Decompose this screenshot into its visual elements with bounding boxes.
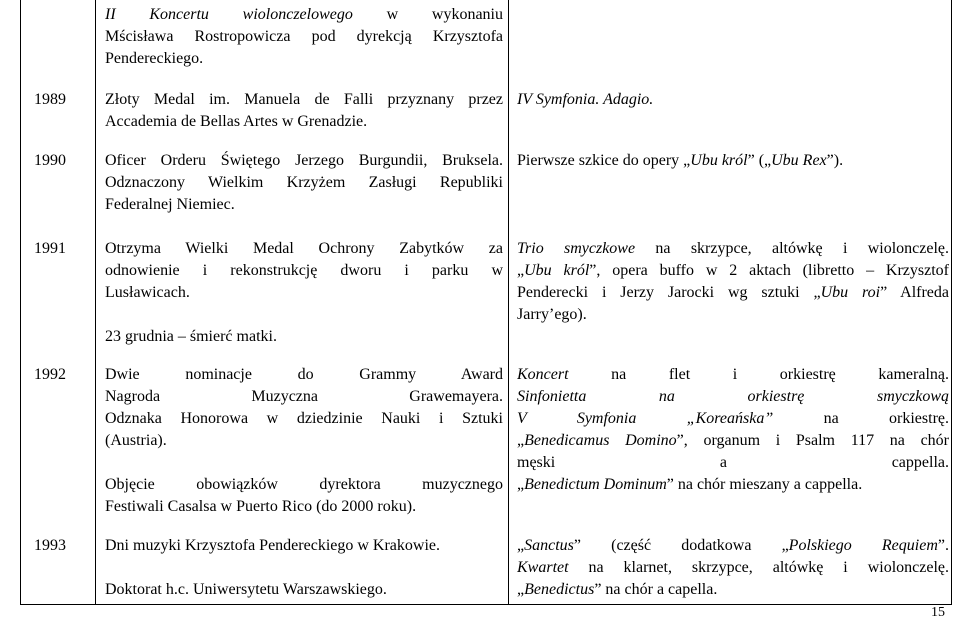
italic-title: Ubu roi: [820, 284, 881, 301]
text-run: w wykonaniu: [352, 6, 503, 23]
text-run: na orkiestrę.: [773, 410, 949, 427]
text-line: [105, 194, 503, 216]
text-run: Penderecki i Jerzy Jarocki wg sztuki „: [517, 284, 821, 301]
row-1990-event: [105, 150, 503, 216]
table-border-left: [20, 0, 21, 604]
text-line: [105, 172, 503, 194]
text-run: Accademia de Bellas Artes w Grenadzie.: [105, 113, 368, 130]
text-run: Dwie nominacje do Grammy Award: [105, 366, 503, 383]
text-run: Lusławicach.: [105, 284, 190, 301]
text-line: [517, 535, 949, 557]
italic-title: Kwartet: [517, 559, 569, 576]
italic-title: Benedictus: [524, 581, 595, 598]
text-run: ”, opera buffo w 2 aktach (libretto – Krzysztof: [589, 262, 949, 279]
table-border-col2: [508, 0, 509, 604]
text-line: [105, 111, 503, 133]
text-run: ”.: [937, 537, 949, 554]
italic-title: Koncert: [517, 366, 569, 383]
italic-title: II Koncertu wiolonczelowego: [105, 6, 353, 23]
italic-title: Ubu król: [524, 262, 590, 279]
row-1992-event: [105, 364, 503, 518]
row-1991-event: [105, 238, 503, 348]
table-border-right: [951, 0, 952, 604]
text-run: na klarnet, skrzypce, altówkę i wiolonczelę.: [568, 559, 949, 576]
text-line: [517, 579, 949, 601]
text-line: [517, 408, 949, 430]
text-line: [105, 89, 503, 111]
text-line: [105, 579, 503, 601]
text-run: „: [517, 581, 525, 598]
row-1993-work: [517, 535, 949, 601]
text-run: ” Alfreda: [880, 284, 949, 301]
text-line: [105, 364, 503, 386]
text-run: na flet i orkiestrę kameralną.: [568, 366, 949, 383]
text-run: Mścisława Rostropowicza pod dyrekcją Krzysztofa: [105, 28, 503, 45]
text-run: Odznaczony Wielkim Krzyżem Zasługi Republiki: [105, 174, 503, 191]
text-run: ” („: [747, 152, 772, 169]
row-1990-work: [517, 150, 949, 172]
text-line: [517, 386, 949, 408]
text-run: Nagroda Muzyczna Grawemayera.: [105, 388, 503, 405]
text-run: Doktorat h.c. Uniwersytetu Warszawskiego.: [105, 581, 387, 598]
text-line: [517, 452, 949, 474]
row-1989-work: [517, 89, 949, 111]
page-number: 15: [931, 605, 945, 620]
italic-title: V Symfonia „Koreańska”: [517, 410, 774, 427]
text-run: Jarry’ego).: [517, 306, 587, 323]
text-line: [517, 557, 949, 579]
italic-title: Polskiego Requiem: [788, 537, 938, 554]
row-1989-event: [105, 89, 503, 133]
table-border-bottom: [20, 604, 952, 605]
text-run: ” (część dodatkowa „: [573, 537, 789, 554]
text-line: [517, 238, 949, 260]
text-run: Dni muzyki Krzysztofa Pendereckiego w Krakowie.: [105, 537, 440, 554]
text-line: [105, 496, 503, 518]
text-line: [105, 282, 503, 304]
text-run: ”, organum i Psalm 117 na chór: [676, 432, 949, 449]
text-line: [105, 452, 503, 474]
text-run: Pendereckiego.: [105, 50, 204, 67]
text-run: ” na chór a capella.: [594, 581, 718, 598]
text-line: [105, 260, 503, 282]
text-run: męski a cappella.: [517, 454, 949, 471]
text-line: [105, 474, 503, 496]
text-run: Oficer Orderu Świętego Jerzego Burgundii, Bruksela.: [105, 152, 503, 169]
text-line: [105, 238, 503, 260]
text-line: [517, 260, 949, 282]
text-run: „: [517, 476, 525, 493]
text-line: [105, 535, 503, 557]
text-run: „: [517, 432, 525, 449]
text-line: [517, 304, 949, 326]
text-run: „: [517, 537, 525, 554]
text-line: [517, 364, 949, 386]
text-line: [105, 408, 503, 430]
text-run: „: [517, 262, 525, 279]
italic-title: Sinfonietta na orkiestrę smyczkową: [517, 388, 949, 405]
row-1991-year: 1991: [34, 240, 66, 257]
table-border-col1: [95, 0, 96, 604]
text-line: [105, 386, 503, 408]
italic-title: IV Symfonia. Adagio.: [517, 91, 654, 108]
text-run: ” na chór mieszany a cappella.: [666, 476, 863, 493]
row-1992-year: 1992: [34, 366, 66, 383]
text-line: [517, 89, 949, 111]
text-run: ”).: [826, 152, 844, 169]
row-1991-work: [517, 238, 949, 326]
italic-title: Sanctus: [524, 537, 574, 554]
row-1989-year: 1989: [34, 91, 66, 108]
text-line: [105, 304, 503, 326]
text-run: (Austria).: [105, 432, 167, 449]
text-line: [517, 430, 949, 452]
text-run: Otrzyma Wielki Medal Ochrony Zabytków za: [105, 240, 503, 257]
text-line: [517, 282, 949, 304]
text-line: [105, 557, 503, 579]
text-line: [105, 326, 503, 348]
text-line: [517, 150, 949, 172]
italic-title: Ubu król: [690, 152, 748, 169]
text-line: [105, 4, 503, 26]
text-run: na skrzypce, altówkę i wiolonczelę.: [635, 240, 949, 257]
text-run: 23 grudnia – śmierć matki.: [105, 328, 277, 345]
text-run: Objęcie obowiązków dyrektora muzycznego: [105, 476, 503, 493]
text-run: Federalnej Niemiec.: [105, 196, 235, 213]
row-1993-event: [105, 535, 503, 601]
italic-title: Trio smyczkowe: [517, 240, 636, 257]
text-run: Festiwali Casalsa w Puerto Rico (do 2000 roku).: [105, 498, 417, 515]
text-run: Pierwsze szkice do opery „: [517, 152, 691, 169]
italic-title: Ubu Rex: [771, 152, 827, 169]
text-run: odnowienie i rekonstrukcję dworu i parku w: [105, 262, 503, 279]
italic-title: Benedicamus Domino: [524, 432, 677, 449]
text-run: Odznaka Honorowa w dziedzinie Nauki i Sztuki: [105, 410, 503, 427]
text-line: [105, 48, 503, 70]
text-line: [105, 150, 503, 172]
row-1990-year: 1990: [34, 152, 66, 169]
text-run: Złoty Medal im. Manuela de Falli przyznany przez: [105, 91, 503, 108]
text-line: [517, 474, 949, 496]
row-1993-year: 1993: [34, 537, 66, 554]
italic-title: Benedictum Dominum: [524, 476, 667, 493]
text-line: [105, 26, 503, 48]
row-intro-event: [105, 4, 503, 70]
row-1992-work: [517, 364, 949, 496]
text-line: [105, 430, 503, 452]
